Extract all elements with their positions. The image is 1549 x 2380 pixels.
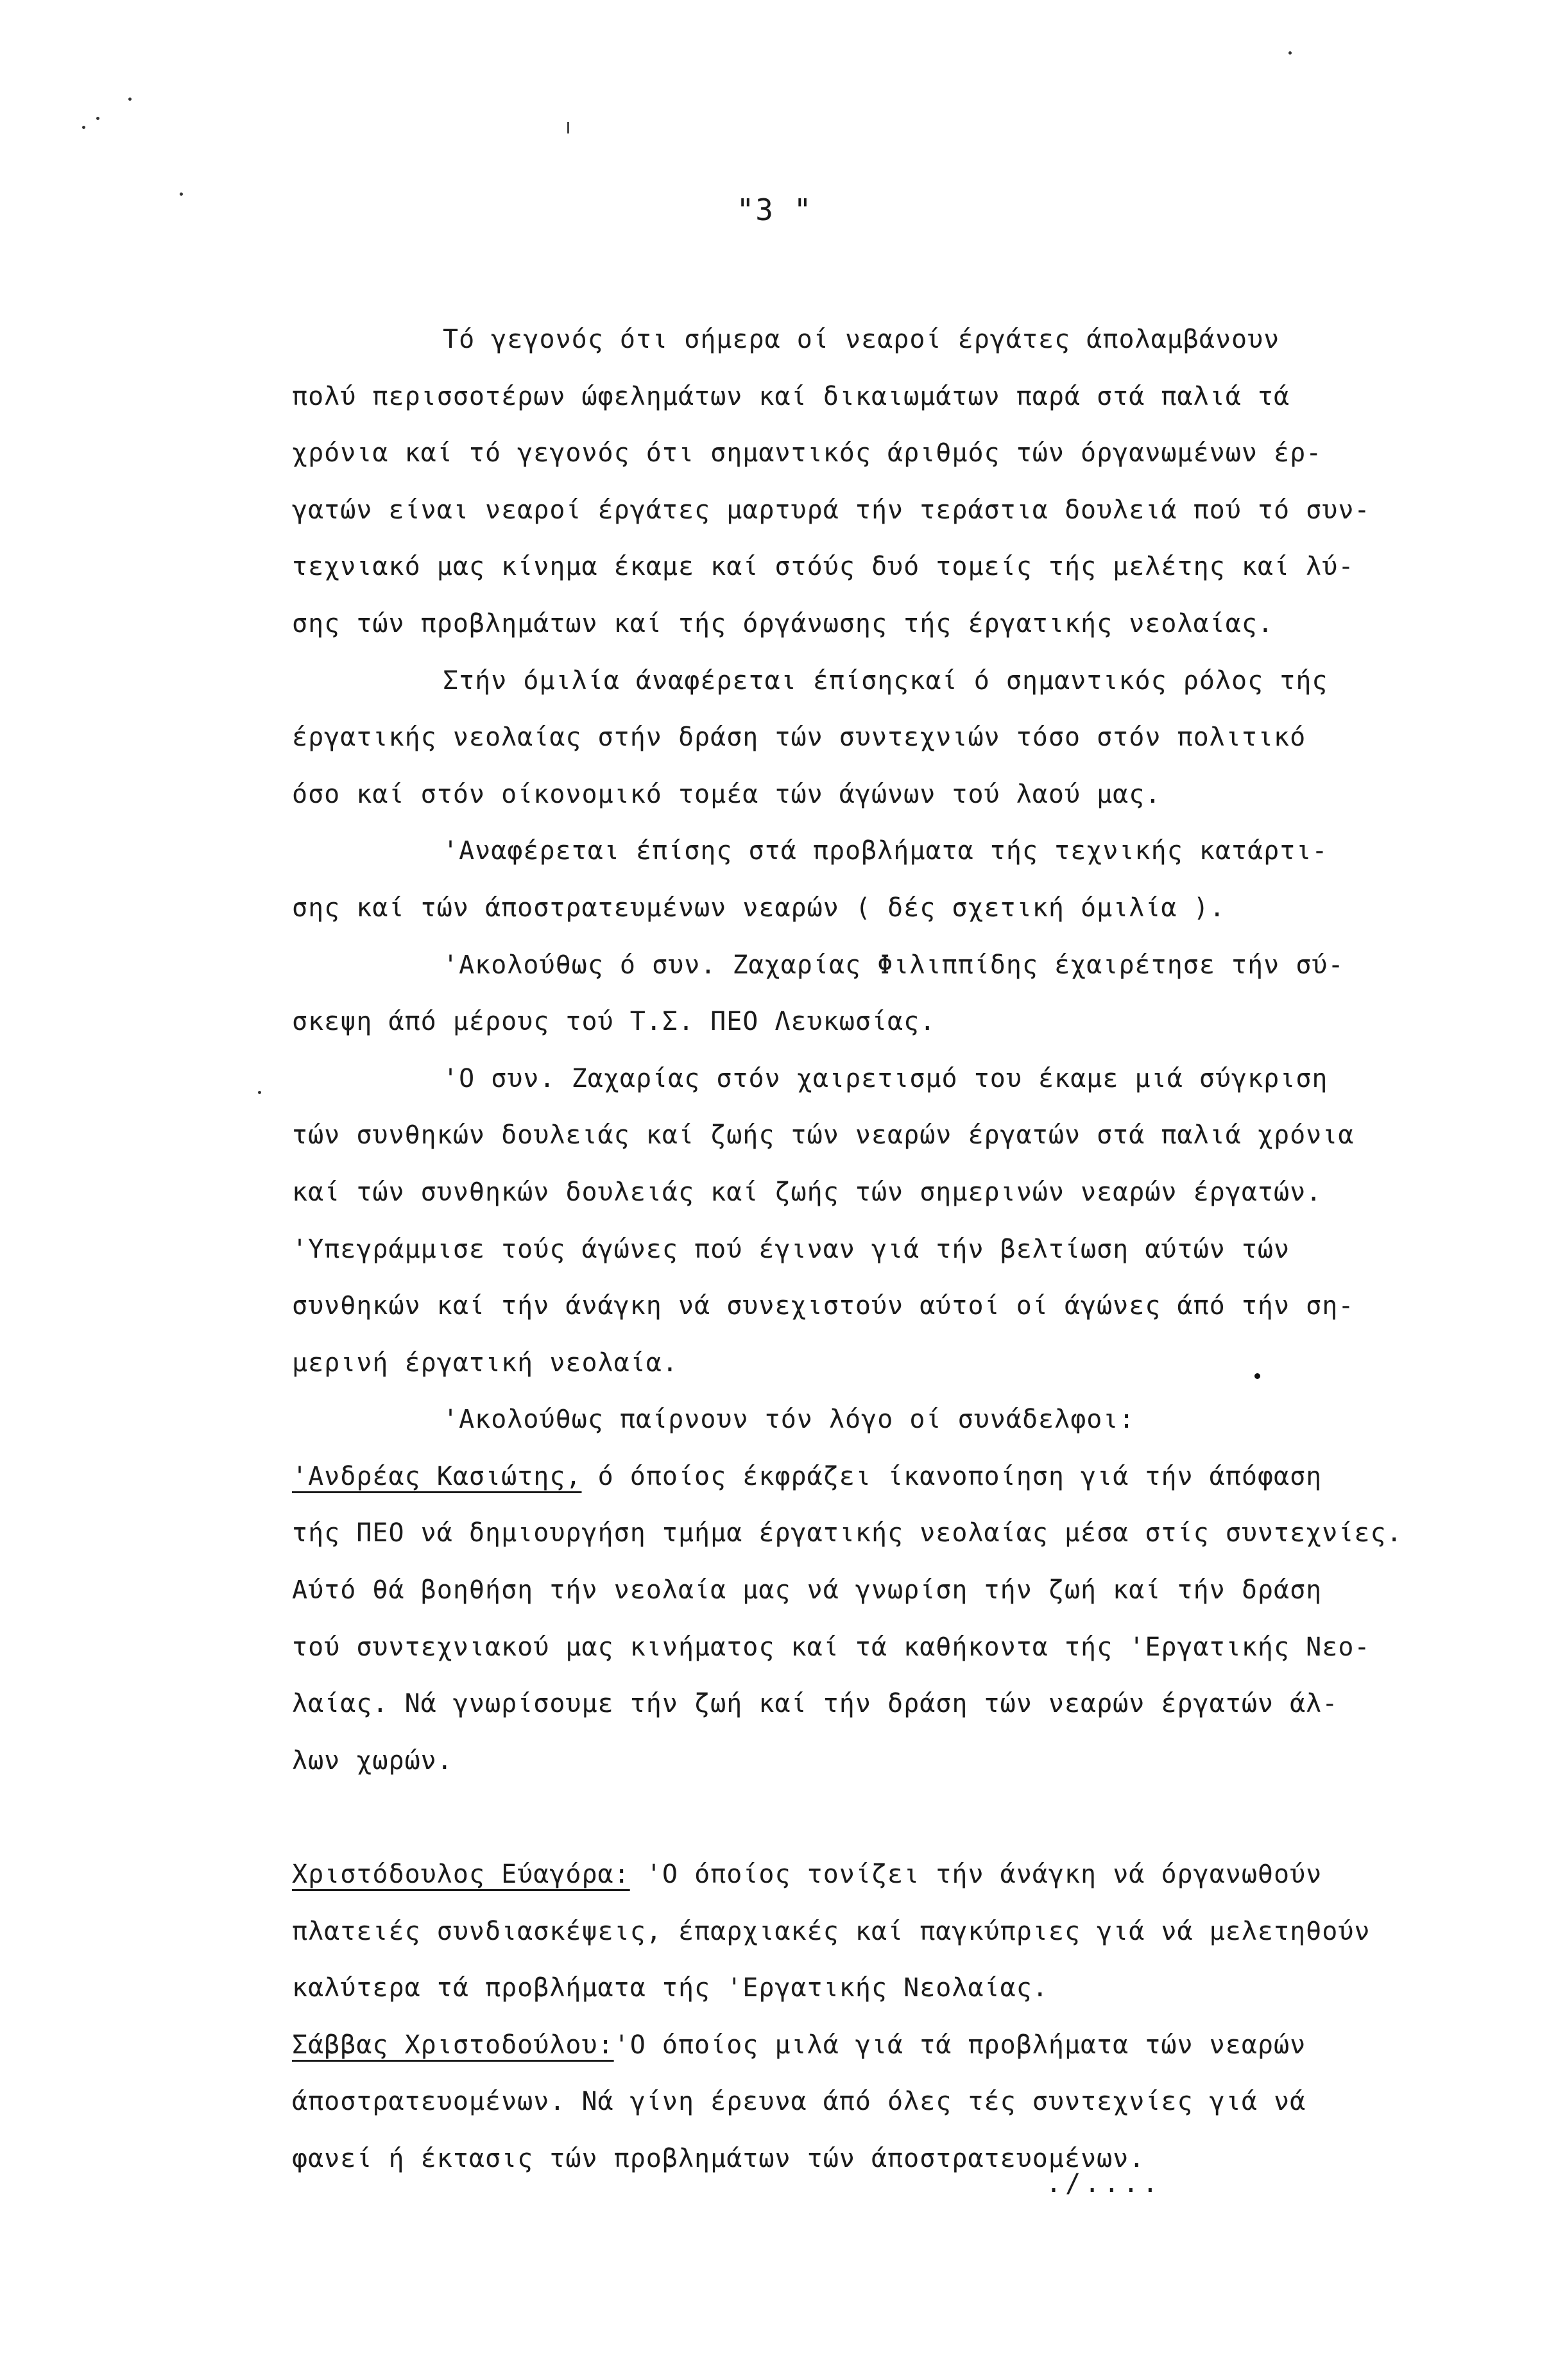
text-line: τεχνιακό μας κίνημα έκαμε καί στόύς δυό τομείς τής μελέτης καί λύ-: [292, 552, 1355, 582]
speaker-name: Χριστόδουλος Εύαγόρα:: [292, 1860, 630, 1890]
scan-speck: [128, 98, 132, 101]
text-line: σκεψη άπό μέρους τού Τ.Σ. ΠΕΟ Λευκωσίας.: [292, 1007, 936, 1037]
text-line: χρόνια καί τό γεγονός ότι σημαντικός άριθμός τών όργανωμένων έρ-: [292, 438, 1322, 468]
scan-speck: [258, 1091, 261, 1094]
paragraph-gap: [292, 1789, 1421, 1846]
text-line: γατών είναι νεαροί έργάτες μαρτυρά τήν τεράστια δουλειά πού τό συν-: [292, 495, 1371, 525]
text-line: μερινή έργατική νεολαία.: [292, 1348, 678, 1378]
text-line: καλύτερα τά προβλήματα τής 'Εργατικής Νεολαίας.: [292, 1973, 1048, 2003]
text-line: 'Υπεγράμμισε τούς άγώνες πού έγιναν γιά τήν βελτίωση αύτών τών: [292, 1234, 1290, 1264]
letter-body: [292, 311, 1421, 2187]
text-line: Αύτό θά βοηθήση τήν νεολαία μας νά γνωρίση τήν ζωή καί τήν δράση: [292, 1575, 1322, 1605]
speaker-entry-first-line: [292, 1846, 1421, 1903]
text-line: 'Αναφέρεται έπίσης στά προβλήματα τής τεχνικής κατάρτι-: [443, 836, 1328, 866]
speaker-text: 'Ο όποίος μιλά γιά τά προβλήματα τών νεαρών: [613, 2030, 1306, 2060]
speaker-name: Σάββας Χριστοδούλου:: [292, 2030, 614, 2060]
scan-speck: [82, 126, 85, 129]
text-line: φανεί ή έκτασις τών προβλημάτων τών άποστρατευομένων.: [292, 2144, 1145, 2173]
text-line: σης τών προβλημάτων καί τής όργάνωσης τής έργατικής νεολαίας.: [292, 608, 1274, 638]
text-line: Στήν όμιλία άναφέρεται έπίσηςκαί ό σημαντικός ρόλος τής: [443, 665, 1328, 696]
text-line: συνθηκών καί τήν άνάγκη νά συνεχιστούν αύτοί οί άγώνες άπό τήν ση-: [292, 1291, 1355, 1321]
speaker-entry-first-line: [292, 1448, 1421, 1505]
speaker-entry-first-line: [292, 2017, 1421, 2074]
text-line: 'Ο συν. Ζαχαρίας στόν χαιρετισμό του έκαμε μιά σύγκριση: [443, 1063, 1328, 1093]
text-line: τού συντεχνιακού μας κινήματος καί τά καθήκοντα τής 'Εργατικής Νεο-: [292, 1632, 1371, 1662]
page-number: "3 ": [736, 193, 813, 227]
text-line: όσο καί στόν οίκονομικό τομέα τών άγώνων τού λαού μας.: [292, 779, 1161, 809]
text-line: τών συνθηκών δουλειάς καί ζωής τών νεαρών έργατών στά παλιά χρόνια: [292, 1120, 1355, 1151]
text-line: Τό γεγονός ότι σήμερα οί νεαροί έργάτες άπολαμβάνουν: [443, 325, 1280, 354]
text-line: 'Ακολούθως ό συν. Ζαχαρίας Φιλιππίδης έχαιρέτησε τήν σύ-: [443, 950, 1344, 980]
scan-mark: [567, 122, 569, 133]
text-line: καί τών συνθηκών δουλειάς καί ζωής τών σημερινών νεαρών έργατών.: [292, 1177, 1322, 1207]
text-line: έργατικής νεολαίας στήν δράση τών συντεχνιών τόσο στόν πολιτικό: [292, 723, 1306, 753]
continuation-mark: ./....: [1046, 2169, 1162, 2198]
text-line: πλατειές συνδιασκέψεις, έπαρχιακές καί παγκύπριες γιά νά μελετηθούν: [292, 1916, 1371, 1946]
speaker-name: 'Ανδρέας Κασιώτης,: [292, 1461, 582, 1491]
speaker-text: ό όποίος έκφράζει ίκανοποίηση γιά τήν άπόφαση: [581, 1461, 1322, 1491]
text-line: λων χωρών.: [292, 1745, 453, 1776]
text-line: πολύ περισσοτέρων ώφελημάτων καί δικαιωμάτων παρά στά παλιά τά: [292, 381, 1290, 411]
speaker-text: 'Ο όποίος τονίζει τήν άνάγκη νά όργανωθούν: [629, 1860, 1322, 1890]
scan-speck: [96, 117, 99, 120]
text-line: 'Ακολούθως παίρνουν τόν λόγο οί συνάδελφοι:: [443, 1405, 1135, 1435]
text-line: τής ΠΕΟ νά δημιουργήση τμήμα έργατικής νεολαίας μέσα στίς συντεχνίες.: [292, 1518, 1403, 1548]
text-line: άποστρατευομένων. Νά γίνη έρευνα άπό όλες τές συντεχνίες γιά νά: [292, 2087, 1306, 2117]
scan-speck: [1288, 51, 1292, 55]
text-line: λαίας. Νά γνωρίσουμε τήν ζωή καί τήν δράση τών νεαρών έργατών άλ-: [292, 1689, 1339, 1719]
text-line: σης καί τών άποστρατευμένων νεαρών ( δές σχετική όμιλία ).: [292, 893, 1226, 923]
